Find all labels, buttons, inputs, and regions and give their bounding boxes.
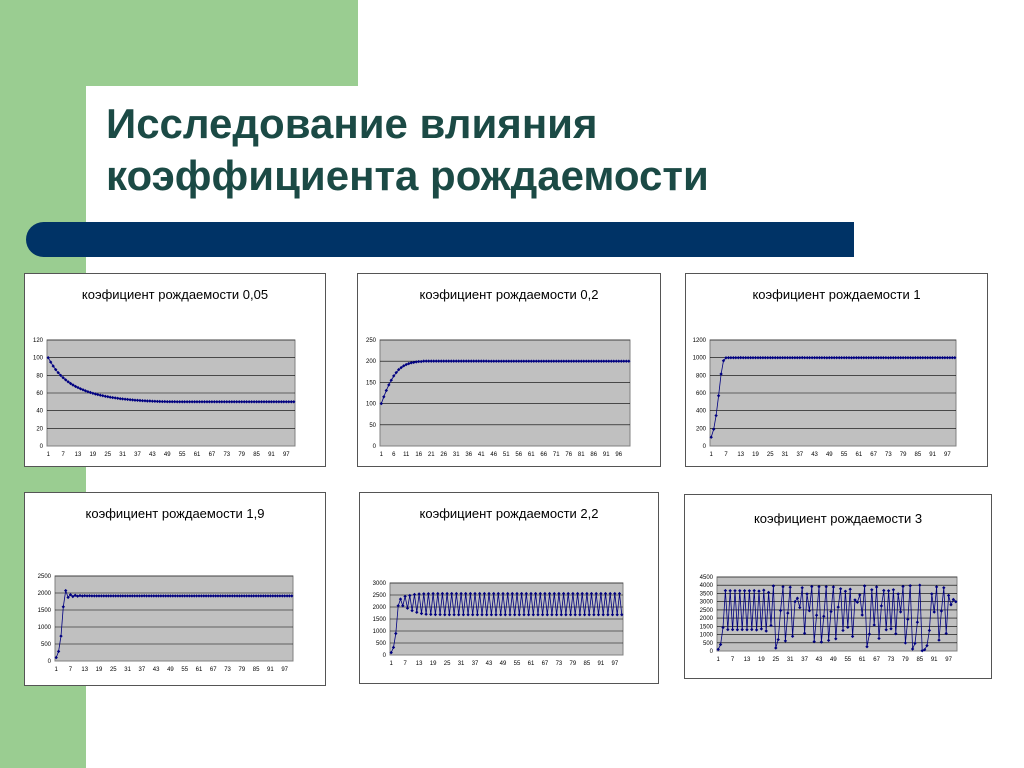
- x-tick-label: 76: [565, 452, 573, 458]
- y-tick-label: 500: [375, 641, 386, 647]
- x-tick-label: 67: [873, 657, 880, 663]
- y-tick-label: 3000: [699, 599, 713, 606]
- y-tick-label: 0: [702, 444, 706, 450]
- y-tick-label: 2500: [699, 607, 713, 614]
- x-tick-label: 61: [527, 661, 535, 667]
- x-tick-label: 19: [429, 661, 437, 667]
- chart-panel-1: [24, 273, 326, 467]
- x-tick-label: 7: [403, 661, 407, 667]
- x-tick-label: 1: [389, 661, 393, 667]
- x-tick-label: 37: [134, 452, 141, 458]
- x-tick-label: 55: [181, 667, 189, 673]
- chart-panel-5: [359, 492, 659, 684]
- x-tick-label: 96: [615, 452, 623, 458]
- y-tick-label: 50: [369, 422, 376, 429]
- x-tick-label: 79: [902, 657, 909, 663]
- x-tick-label: 51: [502, 452, 510, 458]
- x-tick-label: 86: [590, 452, 598, 458]
- x-tick-label: 55: [844, 657, 852, 663]
- x-tick-label: 1: [379, 452, 383, 458]
- x-tick-label: 13: [737, 452, 745, 458]
- y-tick-label: 200: [365, 359, 376, 366]
- x-tick-label: 49: [499, 661, 507, 667]
- x-tick-label: 97: [945, 657, 952, 663]
- x-tick-label: 79: [238, 452, 246, 458]
- x-tick-label: 13: [81, 667, 89, 673]
- y-tick-label: 1000: [372, 629, 386, 635]
- y-tick-label: 120: [32, 338, 43, 344]
- x-tick-label: 19: [89, 452, 97, 458]
- y-tick-label: 3500: [699, 591, 713, 598]
- x-tick-label: 73: [555, 661, 563, 667]
- chart-panel-6: [684, 494, 992, 679]
- x-tick-label: 49: [163, 452, 171, 458]
- x-tick-label: 73: [224, 667, 231, 673]
- y-tick-label: 400: [695, 408, 706, 415]
- x-tick-label: 1: [716, 657, 720, 663]
- y-tick-label: 1000: [699, 632, 713, 639]
- x-tick-label: 19: [95, 667, 103, 673]
- y-tick-label: 0: [47, 659, 51, 665]
- y-tick-label: 0: [709, 649, 713, 655]
- x-tick-label: 43: [149, 452, 156, 458]
- x-tick-label: 13: [743, 657, 751, 663]
- x-tick-label: 91: [267, 667, 274, 673]
- x-tick-label: 91: [929, 452, 936, 458]
- plot-area: [55, 576, 293, 661]
- chart-title: коэфициент рождаемости 1: [752, 287, 921, 302]
- x-tick-label: 97: [611, 661, 619, 667]
- y-tick-label: 100: [365, 401, 376, 408]
- slide-title-line1: Исследование влияния: [106, 100, 598, 147]
- x-tick-label: 91: [597, 661, 605, 667]
- x-tick-label: 46: [490, 452, 498, 458]
- y-tick-label: 4000: [699, 583, 713, 590]
- x-tick-label: 81: [577, 452, 585, 458]
- y-tick-label: 2000: [699, 616, 713, 623]
- x-tick-label: 25: [109, 667, 117, 673]
- x-tick-label: 16: [415, 452, 423, 458]
- x-tick-label: 37: [138, 667, 146, 673]
- x-tick-label: 73: [887, 657, 895, 663]
- x-tick-label: 71: [552, 452, 560, 458]
- x-tick-label: 55: [513, 661, 521, 667]
- y-tick-label: 1000: [37, 625, 51, 631]
- x-tick-label: 6: [392, 452, 396, 458]
- x-tick-label: 79: [899, 452, 907, 458]
- x-tick-label: 43: [485, 661, 493, 667]
- y-tick-label: 150: [365, 380, 376, 387]
- x-tick-label: 7: [730, 657, 735, 663]
- y-tick-label: 3000: [372, 581, 386, 587]
- y-tick-label: 800: [695, 373, 706, 380]
- y-tick-label: 60: [36, 391, 43, 397]
- title-underline-band: [26, 222, 854, 257]
- x-tick-label: 25: [766, 452, 774, 458]
- x-tick-label: 67: [209, 667, 217, 673]
- x-tick-label: 37: [801, 657, 808, 663]
- x-tick-label: 79: [238, 667, 246, 673]
- x-tick-label: 61: [195, 667, 203, 673]
- x-tick-label: 73: [223, 452, 231, 458]
- x-tick-label: 91: [602, 452, 610, 458]
- y-tick-label: 0: [382, 653, 386, 659]
- chart-svg: [686, 274, 987, 466]
- x-tick-label: 36: [465, 452, 473, 458]
- chart-svg: [358, 274, 660, 466]
- chart-svg: [25, 274, 325, 466]
- x-tick-label: 91: [930, 657, 938, 663]
- x-tick-label: 31: [786, 657, 794, 663]
- x-tick-label: 31: [124, 667, 131, 673]
- y-tick-label: 1200: [692, 338, 706, 344]
- x-tick-label: 49: [825, 452, 833, 458]
- x-tick-label: 56: [515, 452, 523, 458]
- y-tick-label: 1500: [699, 624, 713, 631]
- y-tick-label: 0: [39, 444, 43, 450]
- x-tick-label: 97: [281, 667, 289, 673]
- y-tick-label: 20: [36, 426, 43, 433]
- x-tick-label: 13: [74, 452, 82, 458]
- x-tick-label: 97: [282, 452, 290, 458]
- x-tick-label: 43: [152, 667, 160, 673]
- y-tick-label: 40: [36, 408, 43, 415]
- chart-title: коэфициент рождаемости 2,2: [419, 506, 599, 521]
- x-tick-label: 55: [840, 452, 848, 458]
- y-tick-label: 4500: [699, 575, 713, 581]
- x-tick-label: 31: [781, 452, 789, 458]
- x-tick-label: 13: [415, 661, 423, 667]
- x-tick-label: 37: [471, 661, 479, 667]
- x-tick-label: 31: [119, 452, 126, 458]
- chart-panel-2: [357, 273, 661, 467]
- x-tick-label: 61: [855, 452, 863, 458]
- chart-panel-3: [685, 273, 988, 467]
- x-tick-label: 85: [253, 452, 260, 458]
- x-tick-label: 37: [796, 452, 804, 458]
- y-tick-label: 250: [365, 338, 376, 344]
- x-tick-label: 85: [252, 667, 260, 673]
- x-tick-label: 25: [772, 657, 780, 663]
- x-tick-label: 31: [457, 661, 465, 667]
- y-tick-label: 2000: [37, 591, 51, 597]
- x-tick-label: 1: [709, 452, 713, 458]
- x-tick-label: 79: [569, 661, 577, 667]
- x-tick-label: 85: [916, 657, 924, 663]
- x-tick-label: 25: [104, 452, 112, 458]
- y-tick-label: 2500: [372, 593, 386, 599]
- y-tick-label: 100: [32, 355, 43, 362]
- x-tick-label: 25: [443, 661, 451, 667]
- y-tick-label: 600: [695, 391, 706, 397]
- x-tick-label: 1: [54, 667, 58, 673]
- chart-title: коэфициент рождаемости 1,9: [85, 506, 265, 521]
- chart-svg: [360, 493, 658, 683]
- x-tick-label: 61: [193, 452, 201, 458]
- x-tick-label: 91: [268, 452, 275, 458]
- chart-svg: [685, 495, 991, 678]
- x-tick-label: 61: [858, 657, 866, 663]
- x-tick-label: 55: [178, 452, 186, 458]
- x-tick-label: 67: [208, 452, 216, 458]
- x-tick-label: 19: [758, 657, 765, 663]
- y-tick-label: 2500: [37, 574, 51, 580]
- chart-svg: [25, 493, 325, 685]
- slide-title: [106, 98, 709, 202]
- x-tick-label: 67: [870, 452, 877, 458]
- plot-area: [380, 340, 630, 446]
- x-tick-label: 43: [815, 657, 823, 663]
- x-tick-label: 26: [440, 452, 448, 458]
- x-tick-label: 11: [403, 452, 410, 458]
- chart-title: коэфициент рождаемости 0,2: [419, 287, 599, 302]
- x-tick-label: 67: [541, 661, 549, 667]
- x-tick-label: 61: [527, 452, 535, 458]
- x-tick-label: 49: [167, 667, 174, 673]
- x-tick-label: 21: [427, 452, 435, 458]
- y-tick-label: 2000: [372, 605, 386, 611]
- y-tick-label: 500: [40, 642, 51, 648]
- y-tick-label: 0: [372, 444, 376, 450]
- chart-title: коэфициент рождаемости 0,05: [81, 287, 269, 302]
- y-tick-label: 1500: [37, 608, 51, 614]
- x-tick-label: 66: [540, 452, 548, 458]
- x-tick-label: 43: [811, 452, 818, 458]
- x-tick-label: 49: [830, 657, 837, 663]
- x-tick-label: 85: [914, 452, 922, 458]
- y-tick-label: 1500: [372, 617, 386, 623]
- slide-title-line2: коэффициента рождаемости: [106, 152, 709, 199]
- x-tick-label: 31: [452, 452, 460, 458]
- y-tick-label: 500: [702, 640, 713, 647]
- y-tick-label: 80: [36, 373, 43, 380]
- x-tick-label: 7: [61, 452, 65, 458]
- x-tick-label: 19: [752, 452, 759, 458]
- x-tick-label: 7: [68, 667, 73, 673]
- y-tick-label: 200: [695, 426, 706, 433]
- x-tick-label: 7: [724, 452, 728, 458]
- background-green-top: [86, 0, 358, 86]
- x-tick-label: 73: [885, 452, 892, 458]
- x-tick-label: 41: [477, 452, 485, 458]
- chart-panel-4: [24, 492, 326, 686]
- x-tick-label: 85: [583, 661, 591, 667]
- y-tick-label: 1000: [692, 355, 706, 362]
- x-tick-label: 1: [46, 452, 50, 458]
- x-tick-label: 97: [944, 452, 951, 458]
- chart-title: коэфициент рождаемости 3: [753, 511, 923, 526]
